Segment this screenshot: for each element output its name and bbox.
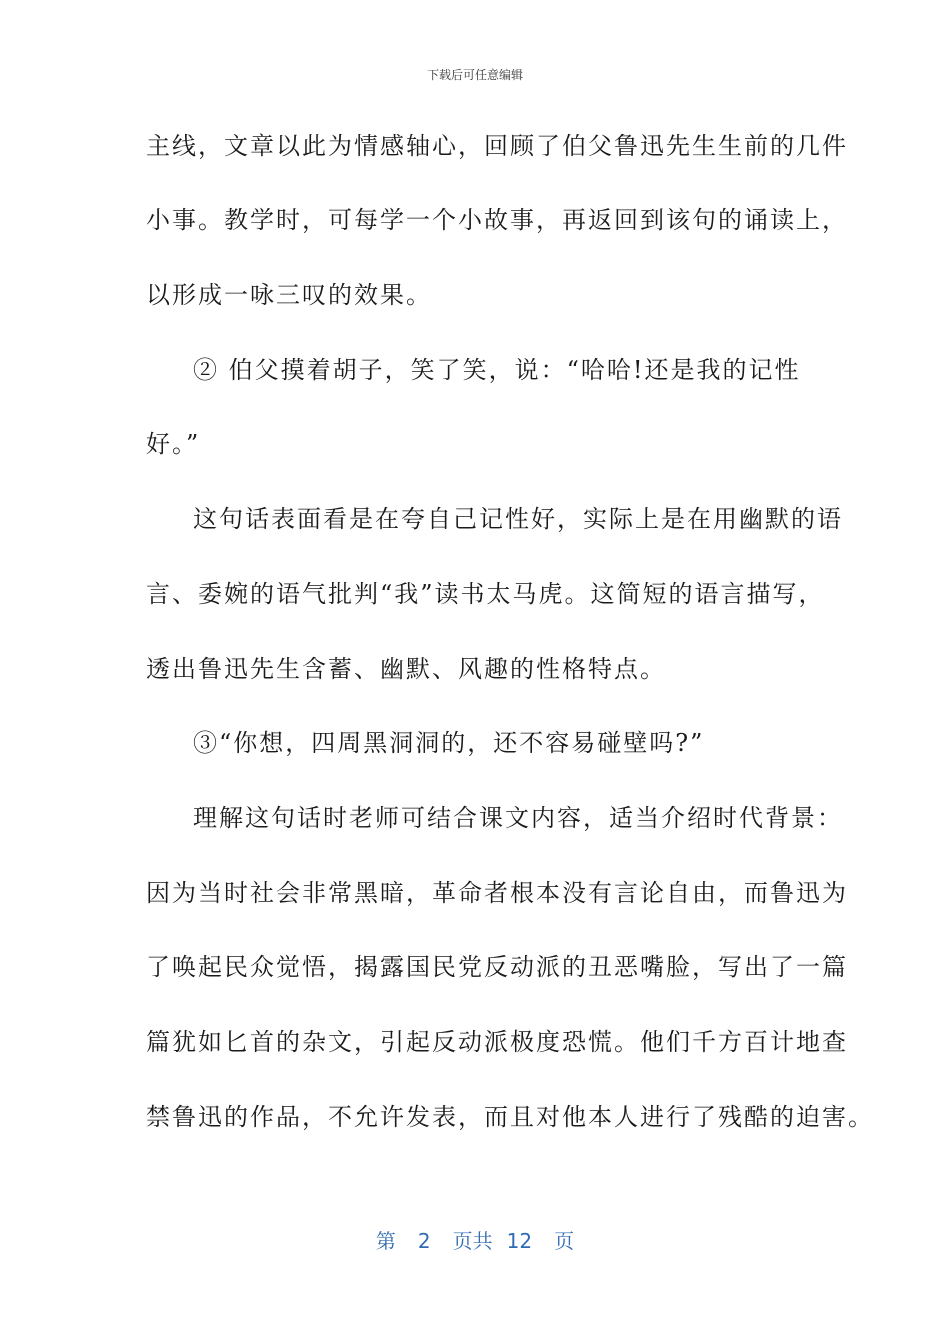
- body-line: 这句话表面看是在夸自己记性好，实际上是在用幽默的语: [193, 505, 843, 533]
- total-page-count: 12: [506, 1229, 533, 1253]
- body-line: 禁鲁迅的作品，不允许发表，而且对他本人进行了残酷的迫害。: [146, 1103, 874, 1131]
- body-line: ③“你想，四周黑洞洞的，还不容易碰壁吗?”: [193, 729, 705, 757]
- body-line: 透出鲁迅先生含蓄、幽默、风趣的性格特点。: [146, 655, 666, 683]
- body-line: 篇犹如匕首的杂文，引起反动派极度恐慌。他们千方百计地查: [146, 1028, 848, 1056]
- body-line: 因为当时社会非常黑暗，革命者根本没有言论自由，而鲁迅为: [146, 879, 848, 907]
- footer-prefix: 第: [375, 1229, 396, 1253]
- body-line: 主线，文章以此为情感轴心，回顾了伯父鲁迅先生生前的几件: [146, 132, 848, 160]
- body-line: 了唤起民众觉悟，揭露国民党反动派的丑恶嘴脸，写出了一篇: [146, 953, 848, 981]
- body-line: 小事。教学时，可每学一个小故事，再返回到该句的诵读上，: [146, 206, 848, 234]
- footer-suffix: 页: [554, 1229, 575, 1253]
- body-line: 理解这句话时老师可结合课文内容，适当介绍时代背景：: [193, 804, 843, 832]
- footer-middle: 页共: [452, 1229, 493, 1253]
- page-header: 下载后可任意编辑: [426, 68, 523, 82]
- body-line: 以形成一咏三叹的效果。: [146, 281, 432, 309]
- page-footer: [0, 1225, 950, 1254]
- body-line: 言、委婉的语气批判“我”读书太马虎。这简短的语言描写，: [146, 580, 825, 608]
- current-page-number: 2: [417, 1229, 431, 1253]
- body-line: ② 伯父摸着胡子，笑了笑，说：“哈哈!还是我的记性: [193, 356, 801, 384]
- body-line: 好。”: [146, 430, 201, 458]
